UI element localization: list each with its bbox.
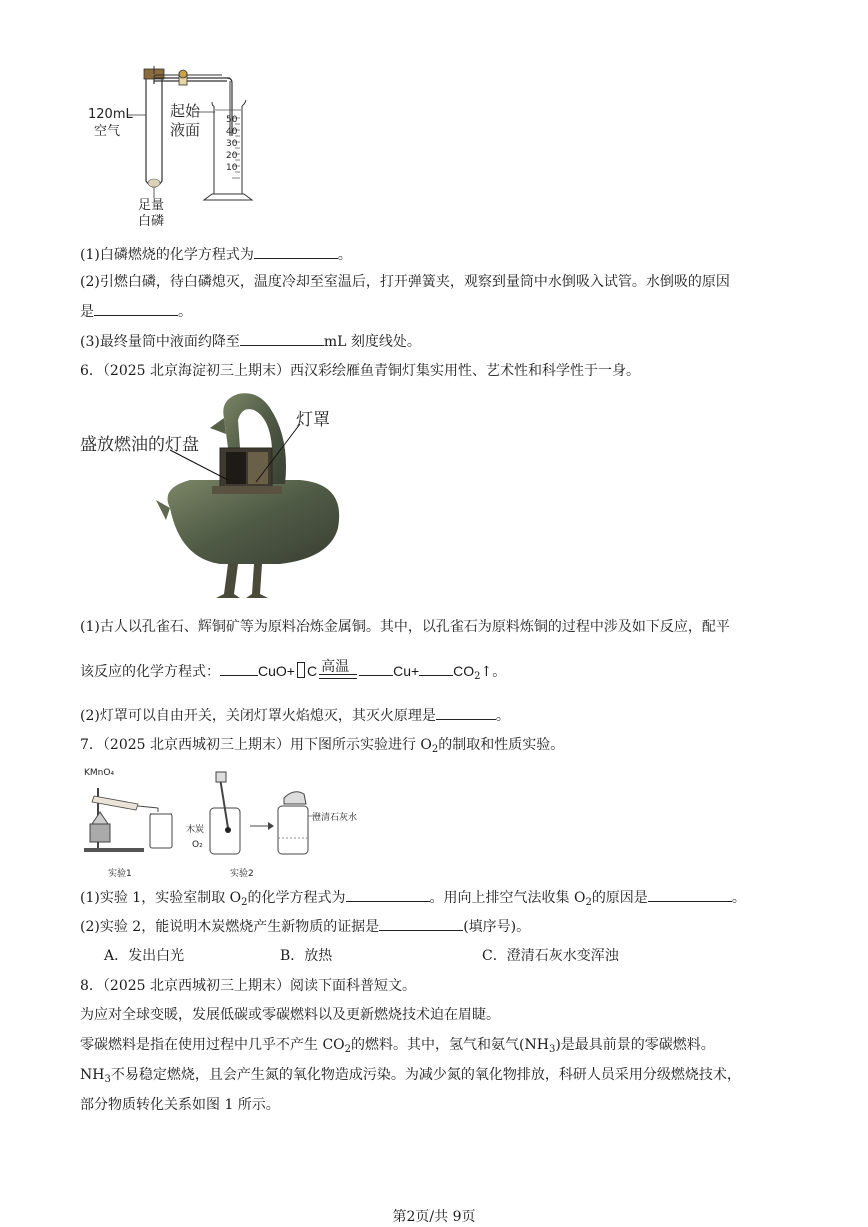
q7-sub1-text-c: 。用向上排空气法收集 O: [429, 890, 586, 906]
q8-p4-text: 部分物质转化关系如图 1 所示。: [80, 1097, 280, 1113]
scale-20: 20: [226, 151, 238, 161]
q6-eq-cu: Cu+: [393, 663, 420, 679]
q8-p2-sub1: 2: [344, 1044, 352, 1055]
q8-p3-sub: 3: [104, 1074, 111, 1085]
o2-label: O₂: [192, 840, 203, 850]
q8-p2-text-a: 零碳燃料是指在使用过程中几乎不产生 CO: [80, 1037, 345, 1053]
q7-heading-sub: 2: [431, 744, 439, 755]
q6-eq-co2-sub: 2: [474, 671, 481, 682]
kmno4-label: KMnO₄: [84, 768, 115, 778]
q5-sub2-text: (2)引燃白磷，待白磷熄灭，温度冷却至室温后，打开弹簧夹，观察到量筒中水倒吸入试管。水倒吸的原因: [80, 274, 730, 290]
q5-sub3-text: (3)最终量筒中液面约降至: [80, 334, 240, 350]
q5-sub1-blank[interactable]: [254, 244, 338, 259]
q5-sub2-line1: [80, 272, 730, 292]
q8-p2-text-b: 的燃料。其中，氢气和氨气(NH: [351, 1037, 549, 1053]
q8-p3-text-a: NH: [80, 1067, 105, 1083]
exp1-label: 实验1: [108, 869, 132, 879]
q6-eq-c: C: [306, 663, 318, 679]
q7-sub1-end: 。: [731, 890, 746, 906]
q5-sub2-line2: [80, 301, 192, 322]
q7-sub1-blank2[interactable]: [648, 887, 732, 902]
air-label-text: 空气: [94, 124, 121, 139]
q6-sub2: [80, 705, 510, 726]
phosphorus-label: [138, 198, 164, 230]
q5-sub2-end: 。: [178, 304, 192, 320]
q7-sub1-text-b: 的化学方程式为: [247, 890, 346, 906]
q6-coef-cu-blank[interactable]: [359, 661, 393, 676]
q5-sub3: [80, 331, 421, 352]
q8-heading-text: 8．（2025 北京西城初三上期末）阅读下面科普短文。: [80, 978, 416, 994]
q7-sub2-text: (2)实验 2，能说明木炭燃烧产生新物质的证据是: [80, 919, 380, 935]
apparatus-drawing: [82, 66, 272, 234]
q6-eq-double-line: [319, 674, 357, 679]
scale-40: 40: [226, 127, 238, 137]
lamp-plate-label: 盛放燃油的灯盘: [80, 435, 199, 455]
air-label-volume: 120mL: [88, 107, 133, 122]
q7-sub2: [80, 916, 530, 937]
q7-option-a[interactable]: A．发出白光: [104, 948, 185, 964]
q6-sub2-end: 。: [495, 708, 510, 724]
q8-paragraph-1: [80, 1005, 500, 1025]
q6-eq-co2: CO: [453, 663, 475, 679]
start-level-label-1: 起始: [170, 102, 201, 120]
q8-p1-text: 为应对全球变暖，发展低碳或零碳燃料以及更新燃烧技术迫在眉睫。: [80, 1007, 500, 1023]
q8-paragraph-2: [80, 1035, 715, 1055]
q6-sub1-line1: [80, 617, 730, 637]
q8-paragraph-4: [80, 1095, 280, 1115]
q6-eq-condition-text: 高温: [321, 659, 350, 675]
q7-sub2-blank[interactable]: [379, 916, 463, 931]
limewater-label: 澄清石灰水: [312, 813, 358, 823]
q8-p2-sub2: 3: [548, 1044, 556, 1055]
q5-sub2-blank[interactable]: [94, 301, 178, 316]
q6-eq-cuo: CuO+: [258, 663, 295, 679]
q6-heading: [80, 361, 640, 381]
q7-sub2-end: (填序号)。: [463, 919, 531, 935]
phosphorus-label-2: 白磷: [138, 214, 165, 229]
q6-sub1-line2: [80, 661, 506, 682]
q7-sub1-sub-a: 2: [241, 897, 248, 908]
q7-option-b[interactable]: B．放热: [280, 948, 333, 964]
q5-sub3-end: mL 刻度线处。: [323, 334, 421, 350]
q6-heading-text: 6．（2025 北京海淀初三上期末）西汉彩绘雁鱼青铜灯集实用性、艺术性和科学性于一身。: [80, 363, 640, 379]
q6-eq-arrow: ↑。: [480, 664, 507, 680]
q6-sub1-prefix: 该反应的化学方程式：: [80, 664, 220, 680]
q7-sub1: [80, 887, 746, 908]
q5-sub1: [80, 244, 352, 265]
q7-heading-end: 的制取和性质实验。: [438, 737, 565, 753]
q6-coef-cuo-blank[interactable]: [220, 661, 258, 676]
q5-sub3-blank[interactable]: [240, 331, 324, 346]
q6-coef-c-box[interactable]: [297, 662, 305, 678]
q7-sub1-text-a: (1)实验 1，实验室制取 O: [80, 890, 242, 906]
q6-sub2-blank[interactable]: [436, 705, 496, 720]
q8-paragraph-3: [80, 1065, 741, 1085]
q5-sub1-text: (1)白磷燃烧的化学方程式为: [80, 247, 254, 263]
q7-heading: [80, 735, 564, 755]
air-label: [88, 106, 133, 140]
start-level-label: [170, 102, 200, 140]
charcoal-label: 木炭: [186, 825, 205, 835]
lampshade-label: 灯罩: [296, 410, 330, 430]
q8-p3-text-b: 不易稳定燃烧，且会产生氮的氧化物造成污染。为减少氮的氧化物排放，科研人员采用分级燃烧技术，: [110, 1067, 741, 1083]
scale-10: 10: [226, 163, 238, 173]
q7-sub1-sub-c: 2: [585, 897, 592, 908]
q5-sub2-prefix: 是: [80, 304, 94, 320]
q6-sub2-text: (2)灯罩可以自由开关，关闭灯罩火焰熄灭，其灭火原理是: [80, 708, 436, 724]
phosphorus-label-1: 足量: [138, 198, 165, 213]
phosphorus-apparatus-figure: [82, 66, 272, 234]
q6-coef-co2-blank[interactable]: [419, 661, 453, 676]
page-number: 第2页/共 9页: [392, 1209, 476, 1225]
q7-option-c[interactable]: C．澄清石灰水变浑浊: [482, 948, 619, 964]
q7-sub1-blank1[interactable]: [346, 887, 430, 902]
q8-heading: [80, 976, 416, 996]
scale-labels: [226, 114, 237, 174]
q6-sub1-text: (1)古人以孔雀石、辉铜矿等为原料冶炼金属铜。其中，以孔雀石为原料炼铜的过程中涉及如下反应，配平: [80, 619, 730, 635]
q8-p2-text-c: )是最具前景的零碳燃料。: [555, 1037, 715, 1053]
q7-heading-text: 7．（2025 北京西城初三上期末）用下图所示实验进行 O: [80, 737, 432, 753]
start-level-label-2: 液面: [170, 121, 201, 139]
q7-sub1-text-d: 的原因是: [591, 890, 648, 906]
scale-50: 50: [226, 115, 238, 125]
scale-30: 30: [226, 139, 238, 149]
exp2-label: 实验2: [230, 869, 254, 879]
q5-sub1-end: 。: [337, 247, 352, 263]
